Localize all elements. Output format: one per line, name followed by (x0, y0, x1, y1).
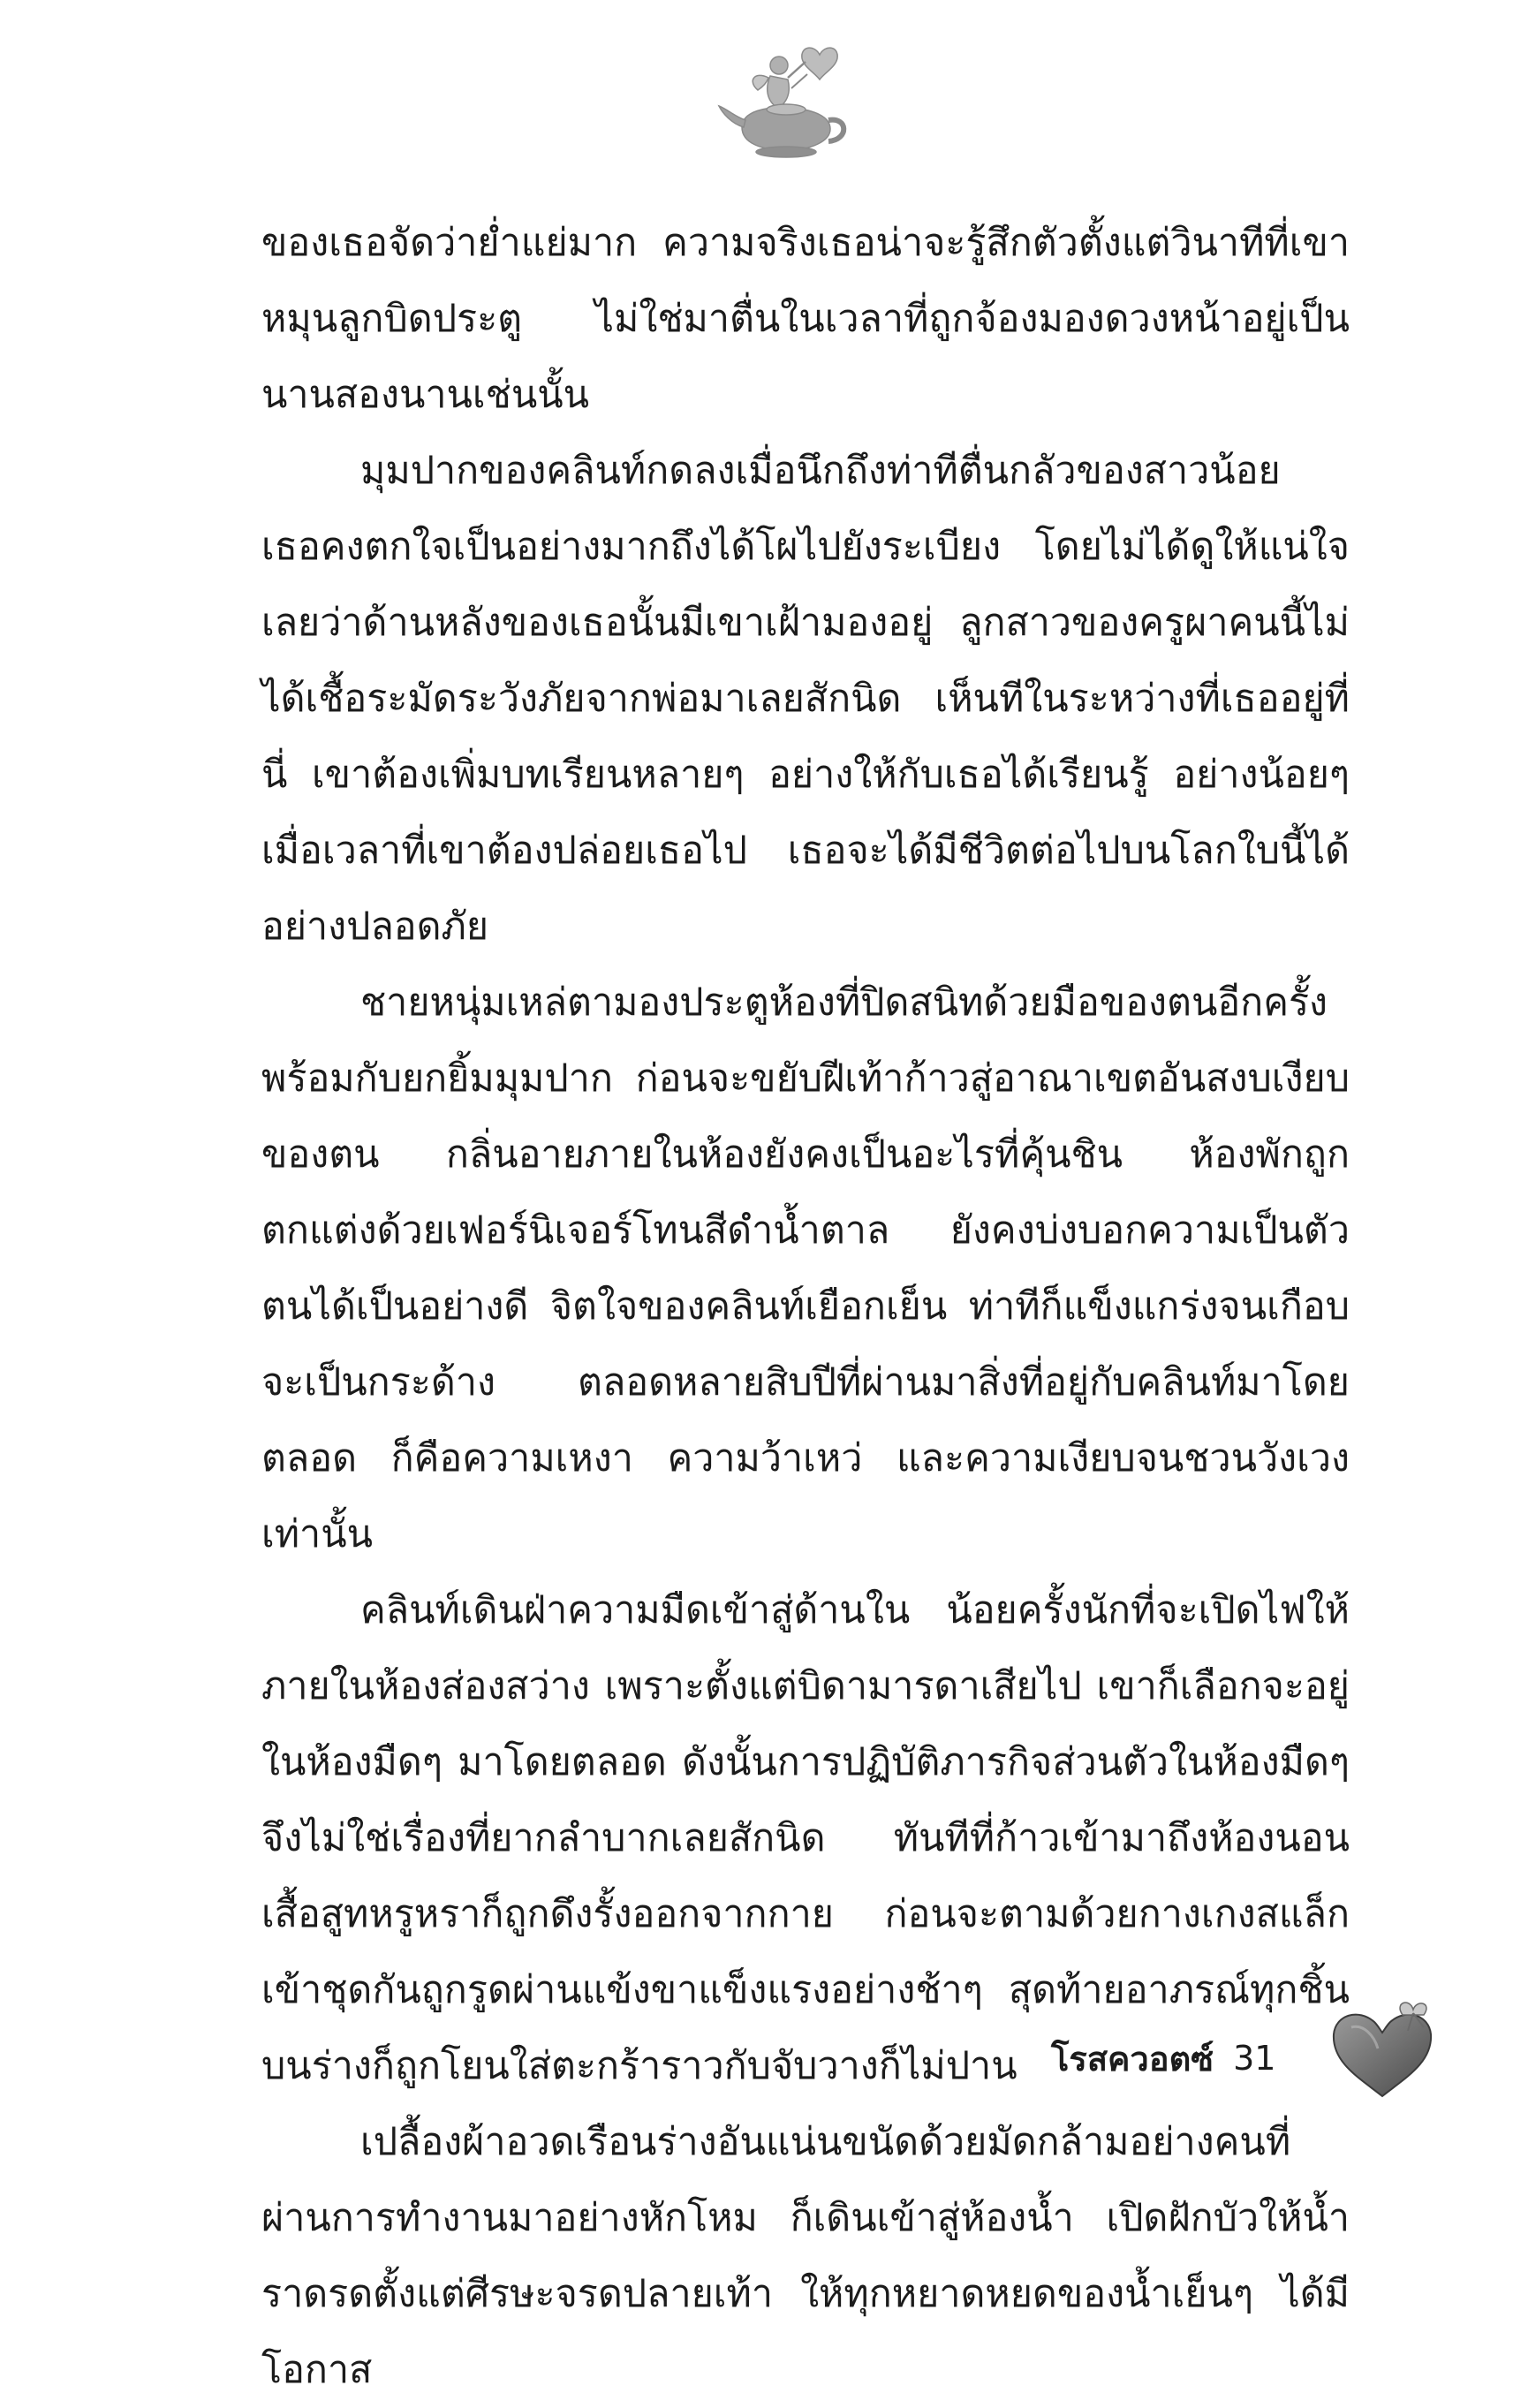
paragraph-1: ของเธอจัดว่าย่ำแย่มาก ความจริงเธอน่าจะรู้สึกตัวตั้งแต่วินาทีที่เขาหมุนลูกบิดประตู ไม่ใช่มาตื่นในเวลาที่ถูกจ้องมองดวงหน้าอยู่เป็นนานสองนานเช่นนั้น (261, 221, 1350, 417)
heart-gift-box-icon (1325, 1992, 1440, 2107)
cupid-teapot-ornament-icon (715, 35, 857, 168)
paragraph-5: เปลื้องผ้าอวดเรือนร่างอันแน่นขนัดด้วยมัดกล้ามอย่างคนที่ผ่านการทำงานมาอย่างหักโหม ก็เดินเข้าสู่ห้องน้ำ เปิดฝักบัวให้น้ำราดรดตั้งแต่ศีรษะจรดปลายเท้า ให้ทุกหยาดหยดของน้ำเย็นๆ ได้มีโอกาส (261, 2120, 1350, 2392)
page-number: 31 (1233, 2039, 1276, 2078)
paragraph-3: ชายหนุ่มเหล่ตามองประตูห้องที่ปิดสนิทด้วยมือของตนอีกครั้งพร้อมกับยกยิ้มมุมปาก ก่อนจะขยับฝีเท้าก้าวสู่อาณาเขตอันสงบเงียบของตน กลิ่นอายภายในห้องยังคงเป็นอะไรที่คุ้นชิน ห้องพักถูกตกแต่งด้วยเฟอร์นิเจอร์โทนสีดำน้ำตาล ยังคงบ่งบอกความเป็นตัวตนได้เป็นอย่างดี จิตใจของคลินท์เยือกเย็น ท่าทีก็แข็งแกร่งจนเกือบจะเป็นกระด้าง ตลอดหลายสิบปีที่ผ่านมาสิ่งที่อยู่กับคลินท์มาโดยตลอด ก็คือความเหงา ความว้าเหว่ และความเงียบจนชวนวังเวงเท่านั้น (261, 981, 1350, 1556)
paragraph-2: มุมปากของคลินท์กดลงเมื่อนึกถึงท่าทีตื่นกลัวของสาวน้อย เธอคงตกใจเป็นอย่างมากถึงได้โผไปยังระเบียง โดยไม่ได้ดูให้แน่ใจเลยว่าด้านหลังของเธอนั้นมีเขาเฝ้ามองอยู่ ลูกสาวของครูผาคนนี้ไม่ได้เชื้อระมัดระวังภัยจากพ่อมาเลยสักนิด เห็นทีในระหว่างที่เธออยู่ที่นี่ เขาต้องเพิ่มบทเรียนหลายๆ อย่างให้กับเธอได้เรียนรู้ อย่างน้อยๆ เมื่อเวลาที่เขาต้องปล่อยเธอไป เธอจะได้มีชีวิตต่อไปบนโลกใบนี้ได้อย่างปลอดภัย (261, 449, 1350, 949)
page-footer (1051, 2032, 1275, 2085)
paragraph-4: คลินท์เดินฝ่าความมืดเข้าสู่ด้านใน น้อยครั้งนักที่จะเปิดไฟให้ภายในห้องส่องสว่าง เพราะตั้งแต่บิดามารดาเสียไป เขาก็เลือกจะอยู่ในห้องมืดๆ มาโดยตลอด ดังนั้นการปฏิบัติภารกิจส่วนตัวในห้องมืดๆ จึงไม่ใช่เรื่องที่ยากลำบากเลยสักนิด ทันทีที่ก้าวเข้ามาถึงห้องนอน เสื้อสูทหรูหราก็ถูกดึงรั้งออกจากกาย ก่อนจะตามด้วยกางเกงสแล็กเข้าชุดกันถูกรูดผ่านแข้งขาแข็งแรงอย่างช้าๆ สุดท้ายอาภรณ์ทุกชิ้นบนร่างก็ถูกโยนใส่ตะกร้าราวกับจับวางก็ไม่ปาน (261, 1588, 1350, 2088)
book-title: โรสควอตซ์ (1051, 2039, 1214, 2079)
